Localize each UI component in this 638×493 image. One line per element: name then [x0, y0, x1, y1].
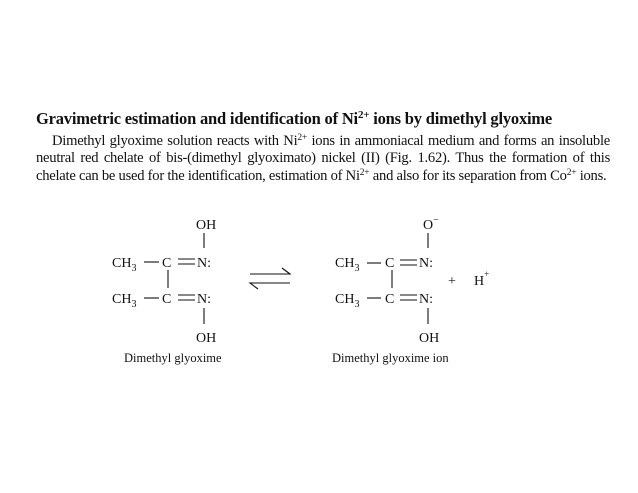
reactant-methyl-bottom-ch: CH — [112, 292, 132, 307]
product-methyl-bottom — [335, 292, 359, 310]
reactant-top-oh: OH — [196, 218, 217, 233]
equilibrium-arrow-forward — [250, 268, 290, 274]
reactant-methyl-top-sub: 3 — [131, 263, 137, 274]
reactant-methyl-top — [112, 256, 136, 274]
product-top-o — [423, 215, 439, 233]
product-nitrogen-bottom: N: — [419, 292, 433, 307]
para-charge-3: 2+ — [566, 167, 577, 178]
para-text-3: and also for its separation from Co — [369, 167, 567, 184]
product-methyl-top-ch: CH — [335, 256, 355, 271]
reactant-caption: Dimethyl glyoxime — [124, 351, 222, 365]
para-charge-2: 2+ — [359, 167, 370, 178]
product-methyl-bottom-sub: 3 — [354, 299, 360, 310]
proton-charge: + — [484, 269, 490, 279]
product-top-o-atom: O — [423, 218, 434, 233]
product-bottom-oh: OH — [419, 331, 440, 346]
para-text-4: ions. — [576, 167, 607, 184]
product-carbon-top: C — [385, 256, 395, 271]
reactant-bottom-oh: OH — [196, 331, 217, 346]
reactant-methyl-top-ch: CH — [112, 256, 132, 271]
reactant-methyl-bottom — [112, 292, 136, 310]
product-caption: Dimethyl glyoxime ion — [332, 351, 449, 365]
reactant-methyl-bottom-sub: 3 — [131, 299, 137, 310]
plus-sign: + — [448, 274, 456, 289]
product-carbon-bottom: C — [385, 292, 395, 307]
para-text-2: ions in ammoniacal medium and forms an insoluble neutral red chelate of bis-(dimethyl glyoximato) nickel (II) (Fig. 1.62). Thus the formation of this chelate can be used for the identification, estimation of Ni — [36, 133, 610, 184]
product-methyl-top-sub: 3 — [354, 263, 360, 274]
product-methyl-bottom-ch: CH — [335, 292, 355, 307]
heading-text-end: ions by dimethyl glyoxime — [369, 109, 553, 128]
product-nitrogen-top: N: — [419, 256, 433, 271]
reactant-carbon-top: C — [162, 256, 172, 271]
heading-text-start: Gravimetric estimation and identification of Ni — [36, 109, 358, 128]
equilibrium-arrow-backward — [250, 283, 290, 289]
proton — [474, 269, 489, 289]
heading-charge: 2+ — [357, 109, 370, 121]
para-text-1: Dimethyl glyoxime solution reacts with Ni — [52, 133, 298, 149]
proton-symbol: H — [474, 274, 485, 289]
reactant-nitrogen-top: N: — [197, 256, 211, 271]
reactant-carbon-bottom: C — [162, 292, 172, 307]
product-methyl-top — [335, 256, 359, 274]
reactant-nitrogen-bottom: N: — [197, 292, 211, 307]
product-top-o-charge: − — [433, 215, 439, 226]
para-charge-1: 2+ — [297, 133, 307, 143]
